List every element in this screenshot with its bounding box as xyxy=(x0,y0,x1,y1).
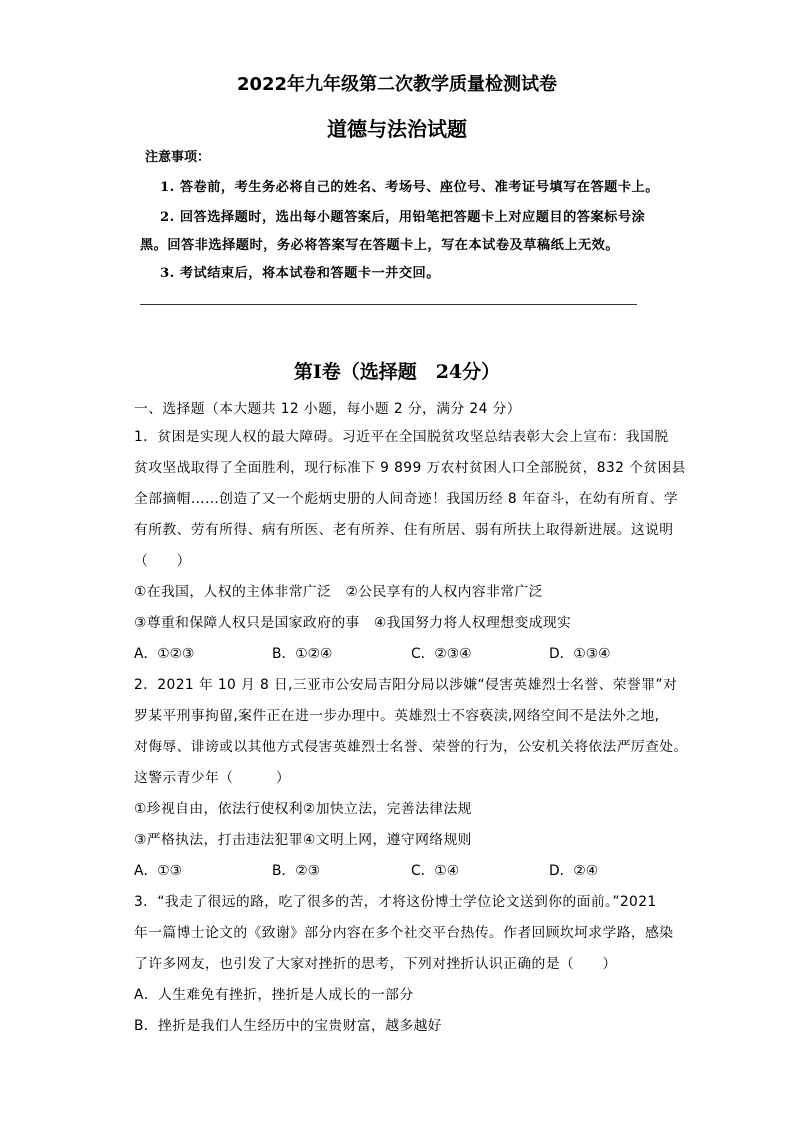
q2-line-2: 罗某平刑事拘留,案件正在进一步办理中。英雄烈士不容亵渎,网络空间不是法外之地, xyxy=(134,708,660,724)
q1-option-a: A．①②③ xyxy=(134,646,195,662)
q2-statements-1: ①珍视自由，依法行使权利②加快立法，完善法律法规 xyxy=(134,801,472,817)
q2-option-b: B．②③ xyxy=(272,863,320,879)
q3-line-1: 3．“我走了很远的路，吃了很多的苦，才将这份博士学位论文送到你的面前。”2021 xyxy=(134,894,657,910)
exam-subtitle: 道德与法治试题 xyxy=(327,117,467,141)
q2-statements-2: ③严格执法，打击违法犯罪④文明上网，遵守网络规则 xyxy=(134,832,472,848)
q3-line-2: 年一篇博士论文的《致谢》部分内容在多个社交平台热传。作者回顾坎坷求学路，感染 xyxy=(134,925,674,941)
q2-line-1: 2．2021 年 10 月 8 日,三亚市公安局吉阳分局以涉嫌“侵害英雄烈士名誉、荣誉罪”对 xyxy=(134,677,678,693)
q1-statements-2: ③尊重和保障人权只是国家政府的事 ④我国努力将人权理想变成现实 xyxy=(134,615,572,631)
q2-option-c: C．①④ xyxy=(411,863,460,879)
q1-line-2: 贫攻坚战取得了全面胜利，现行标准下 9 899 万农村贫困人口全部脱贫，832 个贫困县 xyxy=(134,460,686,476)
section-instruction: 一、选择题（本大题共 12 小题，每小题 2 分，满分 24 分） xyxy=(134,401,521,417)
q2-option-a: A．①③ xyxy=(134,863,182,879)
q1-statements-1: ①在我国，人权的主体非常广泛 ②公民享有的人权内容非常广泛 xyxy=(134,584,543,600)
note-item-3: 3. 考试结束后，将本试卷和答题卡一并交回。 xyxy=(160,266,440,281)
q3-option-b: B．挫折是我们人生经历中的宝贵财富，越多越好 xyxy=(134,1018,442,1034)
section-title: 第Ⅰ卷（选择题 24分） xyxy=(293,361,501,383)
note-item-2-line-1: 2. 回答选择题时，选出每小题答案后，用铅笔把答题卡上对应题目的答案标号涂 xyxy=(160,210,646,225)
q1-option-d: D．①③④ xyxy=(549,646,611,662)
q1-line-1: 1．贫困是实现人权的最大障碍。习近平在全国脱贫攻坚总结表彰大会上宣布：我国脱 xyxy=(134,429,669,445)
q1-line-4: 有所教、劳有所得、病有所医、老有所养、住有所居、弱有所扶上取得新进展。这说明 xyxy=(134,522,674,538)
note-item-1: 1. 答卷前，考生务必将自己的姓名、考场号、座位号、准考证号填写在答题卡上。 xyxy=(160,180,659,195)
divider-line xyxy=(140,304,637,305)
q3-line-3: 了许多网友，也引发了大家对挫折的思考，下列对挫折认识正确的是（ ） xyxy=(134,956,617,972)
q2-line-4: 这警示青少年（ ） xyxy=(134,770,291,786)
q1-option-b: B．①②④ xyxy=(272,646,333,662)
q3-option-a: A．人生难免有挫折，挫折是人成长的一部分 xyxy=(134,987,414,1003)
note-item-2-line-2: 黑。回答非选择题时，务必将答案写在答题卡上，写在本试卷及草稿纸上无效。 xyxy=(140,238,620,253)
q1-line-5: （ ） xyxy=(134,553,191,569)
q2-line-3: 对侮辱、诽谤或以其他方式侵害英雄烈士名誉、荣誉的行为，公安机关将依法严厉查处。 xyxy=(134,739,688,755)
q1-option-c: C．②③④ xyxy=(411,646,472,662)
q2-option-d: D．②④ xyxy=(549,863,599,879)
exam-title: 2022年九年级第二次教学质量检测试卷 xyxy=(236,74,558,95)
notes-heading: 注意事项： xyxy=(145,150,211,165)
q1-line-3: 全部摘帽……创造了又一个彪炳史册的人间奇迹！我国历经 8 年奋斗，在幼有所育、学 xyxy=(134,491,679,507)
